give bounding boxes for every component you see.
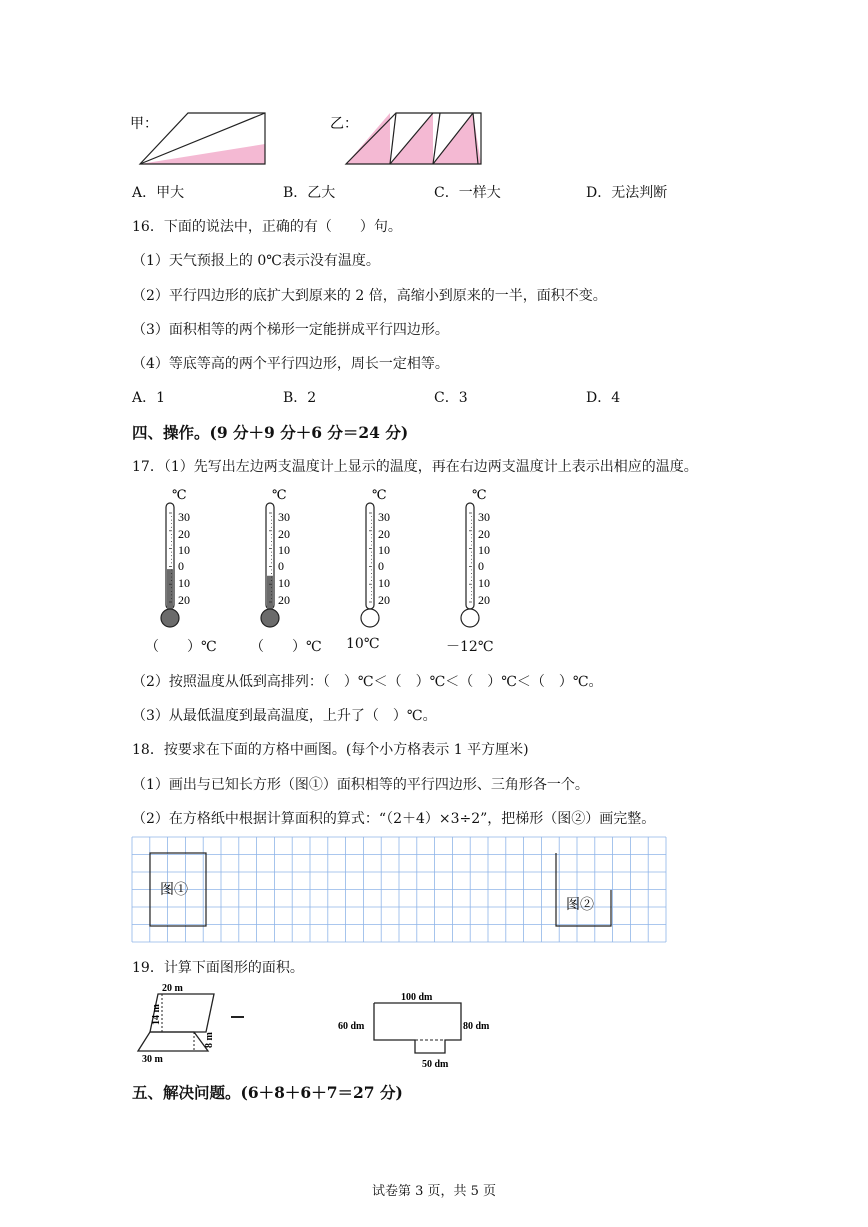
page-footer: 试卷第 3 页，共 5 页 <box>371 1184 497 1199</box>
thermo-1-scale-label: 20 <box>178 593 190 607</box>
q17-part3: （3）从最低温度到最高温度，上升了（ ）℃。 <box>132 708 437 724</box>
thermo-3-bulb <box>361 609 379 627</box>
thermo-3-scale-label: 30 <box>378 510 390 524</box>
q16-statement-4: （4）等底等高的两个平行四边形，周长一定相等。 <box>132 356 449 372</box>
q18-stem: 18．按要求在下面的方格中画图。(每个小方格表示 1 平方厘米) <box>132 742 529 758</box>
q16-option-b: B．2 <box>283 390 317 406</box>
thermo-1-bulb <box>161 609 179 627</box>
fig1-bottom-label: 30 m <box>142 1054 163 1065</box>
jia-shaded-triangle <box>140 144 265 164</box>
jia-label: 甲： <box>130 117 158 132</box>
q16-statement-3: （3）面积相等的两个梯形一定能拼成平行四边形。 <box>132 322 449 338</box>
fig2-left-label: 60 dm <box>338 1021 365 1032</box>
q18-part2: （2）在方格纸中根据计算面积的算式：“（2＋4）×3÷2”，把梯形（图②）画完整。 <box>132 811 656 827</box>
q16-statement-2: （2）平行四边形的底扩大到原来的 2 倍，高缩小到原来的一半，面积不变。 <box>132 288 607 304</box>
thermo-3-scale-label: 20 <box>378 527 390 541</box>
q16-option-c: C．3 <box>434 390 468 406</box>
thermo-4-scale-label: 20 <box>478 527 490 541</box>
thermo-3-unit: ℃ <box>372 487 387 502</box>
thermo-caption-2: （ ）℃ <box>250 639 322 655</box>
thermo-3-scale-label: 10 <box>378 543 390 557</box>
thermo-2-scale-label: 20 <box>278 527 290 541</box>
thermo-4-scale-label: 20 <box>478 593 490 607</box>
fig1-right-label: 8 m <box>204 1032 215 1048</box>
fig2-top-label: 100 dm <box>401 992 433 1003</box>
q16-option-d: D．4 <box>586 390 621 406</box>
section-4-title: 四、操作。(9 分＋9 分＋6 分＝24 分) <box>132 423 409 442</box>
q15-option-b: B．乙大 <box>283 185 336 201</box>
q18-part1: （1）画出与已知长方形（图①）面积相等的平行四边形、三角形各一个。 <box>132 777 589 793</box>
fig1-trapezoid <box>138 1032 208 1051</box>
thermo-caption-1: （ ）℃ <box>145 639 217 655</box>
thermo-caption-3: 10℃ <box>346 636 380 652</box>
q19-figure-1 <box>128 980 248 1065</box>
thermo-1-scale-label: 10 <box>178 576 190 590</box>
yi-label: 乙： <box>330 117 358 132</box>
thermo-4-scale-label: 0 <box>478 559 484 573</box>
thermo-1-scale-label: 20 <box>178 527 190 541</box>
thermo-4-unit: ℃ <box>472 487 487 502</box>
thermo-4-bulb <box>461 609 479 627</box>
q15-figures <box>128 108 488 168</box>
thermo-4-scale-label: 30 <box>478 510 490 524</box>
thermo-3-scale-label: 20 <box>378 593 390 607</box>
thermo-2-mercury <box>267 576 273 613</box>
thermo-2-bulb <box>261 609 279 627</box>
thermo-2-scale-label: 30 <box>278 510 290 524</box>
q16-stem: 16．下面的说法中，正确的有（ ）句。 <box>132 219 402 235</box>
fig1-top-label: 20 m <box>162 983 183 994</box>
q19-stem: 19．计算下面图形的面积。 <box>132 960 304 976</box>
q15-option-d: D．无法判断 <box>586 185 668 201</box>
square-grid[interactable] <box>130 835 667 945</box>
dash-mark <box>231 1016 244 1018</box>
thermo-2-unit: ℃ <box>272 487 287 502</box>
fig2-outline <box>374 1003 461 1053</box>
thermo-3-tube <box>366 503 374 609</box>
fig1-height-label: 14 m <box>151 1004 162 1025</box>
thermo-1-mercury <box>167 569 173 613</box>
thermometers <box>140 487 520 657</box>
q17-part2: （2）按照温度从低到高排列：（ ）℃＜（ ）℃＜（ ）℃＜（ ）℃。 <box>132 674 603 690</box>
thermo-1-scale-label: 0 <box>178 559 184 573</box>
thermo-1-scale-label: 10 <box>178 543 190 557</box>
q15-option-a: A．甲大 <box>132 185 185 201</box>
thermo-4-scale-label: 10 <box>478 576 490 590</box>
thermo-1-unit: ℃ <box>172 487 187 502</box>
section-5-title: 五、解决问题。(6＋8＋6＋7＝27 分) <box>132 1083 403 1102</box>
thermo-2-scale-label: 0 <box>278 559 284 573</box>
fig2-bottom-label: 50 dm <box>422 1059 449 1070</box>
thermo-1-scale-label: 30 <box>178 510 190 524</box>
thermo-4-tube <box>466 503 474 609</box>
q19-figure-2 <box>335 985 505 1070</box>
figure-2-label: 图② <box>566 898 594 913</box>
thermo-2-scale-label: 10 <box>278 576 290 590</box>
thermo-3-scale-label: 0 <box>378 559 384 573</box>
thermo-caption-4: －12℃ <box>446 639 494 655</box>
thermo-4-scale-label: 10 <box>478 543 490 557</box>
q16-option-a: A．1 <box>132 390 166 406</box>
thermo-2-scale-label: 20 <box>278 593 290 607</box>
figure-1-label: 图① <box>160 883 188 898</box>
fig2-right-label: 80 dm <box>463 1021 490 1032</box>
q15-option-c: C．一样大 <box>434 185 501 201</box>
thermo-3-scale-label: 10 <box>378 576 390 590</box>
q17-stem: 17．（1）先写出左边两支温度计上显示的温度，再在右边两支温度计上表示出相应的温度。 <box>132 459 698 475</box>
thermo-2-scale-label: 10 <box>278 543 290 557</box>
q16-statement-1: （1）天气预报上的 0℃表示没有温度。 <box>132 253 380 269</box>
